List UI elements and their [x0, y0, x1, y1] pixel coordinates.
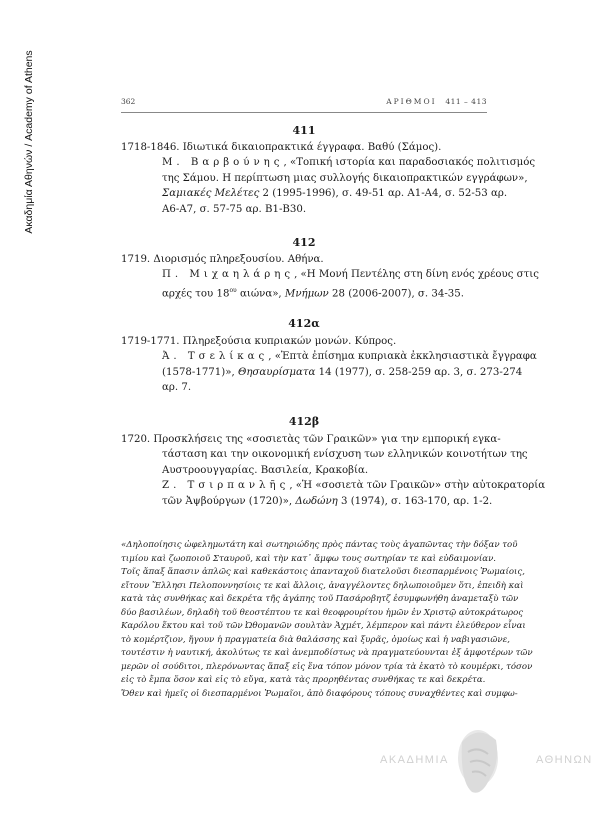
reference-line — [121, 155, 536, 170]
quote-line: δύο βασιλέων, δηλαδὴ τοῦ θεοστέπτου τε καὶ θεοφρουρίτου ἡμῶν ἐν Χριστῷ αὐτοκράτωρος — [121, 607, 524, 618]
archive-watermark — [22, 12, 36, 272]
quote-line: «Δηλοποίησις ὠφελημωτάτη καὶ σωτηριώδης πρὸς πάντας τοὺς ἀγαπῶντας τὴν δόξαν τοῦ — [121, 540, 518, 550]
journal-title: Θησαυρίσματα — [237, 366, 316, 378]
header-rule — [121, 112, 487, 113]
entry — [121, 140, 536, 217]
reference-text: 3 (1974), σ. 163-170, αρ. 1-2. — [337, 495, 493, 507]
reference-text: 28 (2006-2007), σ. 34-35. — [328, 288, 464, 300]
quote-line: εἴτουν Ἕλλησι Πελοποννησίοις τε καὶ ἄλλοις, ἀναγγέλοντες δηλωποιοῦμεν ὅτι, ἐπειδὴ καὶ — [121, 580, 524, 591]
reference-text: τῶν Ἀψβούργων (1720)», — [162, 495, 296, 507]
entry-line: 1719-1771. Πληρεξούσια κυπριακών μονών. Κύπρος. — [121, 336, 397, 347]
quote-line: Καρόλου ἕκτου καὶ τοῦ τῶν Ὠθομανῶν σουλτὰν Ἀχμέτ, λέμπερον καὶ πάντι ἐλεύθερον εἶναι — [121, 621, 526, 631]
reference-line — [121, 267, 539, 282]
quote-line: Τοῖς ἅπαξ ἅπασιν ἁπλῶς καὶ καθεκάστοις ἀπανταχοῦ διατελοῦσι διεσπαρμένοις Ῥωμαίοις, — [121, 567, 525, 577]
reference-line — [121, 365, 523, 380]
reference-author: Π. Μιχαηλάρης — [162, 269, 295, 281]
reference-line: της Σάμου. Η περίπτωση μιας συλλογής δικαιοπρακτικών εγγράφων», — [162, 172, 528, 184]
running-title-text: ΑΡΙΘΜΟΙ — [386, 97, 437, 106]
reference-text: , «Ἑπτὰ ἐπίσημα κυπριακὰ ἐκκλησιαστικὰ ἔγγραφα — [268, 351, 537, 363]
logo-text-right: ΑΘΗΝΩΝ — [536, 754, 593, 766]
quote-line: μερῶν οἱ σούδιτοι, πλερόνωντας ἅπαξ εἰς ἕνα τόπον μόνον τρία τὰ ἑκατὸ τὸ κουμέρκι, τόσον — [121, 661, 533, 672]
reference-line — [121, 494, 493, 509]
quote-line: τὸ κομέρτζιον, ἤγουν ἡ πραγματεία διὰ θαλάσσης καὶ ξυρᾶς, ὁμοίως καὶ ἡ ναβιγασιῶνε, — [121, 634, 510, 645]
reference-line — [121, 478, 546, 493]
entry-line: 1718-1846. Ιδιωτικά δικαιοπρακτικά έγγραφα. Βαθύ (Σάμος). — [121, 142, 442, 153]
entry — [121, 334, 537, 396]
quote-line: εἰς τὸ ἔμπα ὅσον καὶ εἰς τὸ εὔγα, κατὰ τὰς προρηθέντας συνθήκας τε καὶ δεκρέτα. — [121, 675, 486, 685]
entry-line: τάσταση και την οικονομική ενίσχυση των ελληνικών κοινοτήτων της — [162, 449, 528, 461]
reference-text: 2 (1995-1996), σ. 49-51 αρ. Α1-Α4, σ. 52-53 αρ. — [259, 188, 508, 200]
journal-title: Σαμιακές Μελέτες — [162, 188, 260, 200]
reference-text: , «Ἡ «σοσιετὰ τῶν Γραικῶν» στὴν αὐτοκρατορία — [289, 480, 546, 492]
reference-text: , «Τοπική ιστορία και παραδοσιακός πολιτισμός — [283, 157, 536, 169]
academy-logo-watermark — [380, 722, 593, 812]
reference-text: αρχές του 18 — [162, 288, 230, 300]
section-heading: 412β — [288, 415, 320, 428]
reference-text: 14 (1977), σ. 258-259 αρ. 3, σ. 273-274 — [315, 366, 523, 378]
entry-line: 1720. Προσκλήσεις της «σοσιετὰς τῶν Γραικῶν» για την εμπορική εγκα- — [121, 434, 501, 445]
running-title-range: 411 – 413 — [445, 97, 487, 106]
page-number: 362 — [121, 97, 136, 106]
entry-line: 1719. Διορισμός πληρεξουσίου. Αθήνα. — [121, 254, 324, 265]
running-title — [386, 97, 487, 106]
quote-line: τουτέστιν ἡ ναυτική, ἀκολύτως τε καὶ ἀνεμποδίστως νὰ πραγματεύουνται ἐξ ἀμφοτέρων τῶν — [121, 648, 533, 658]
reference-author: Μ. Βαρβούνης — [162, 157, 284, 169]
quote-line: Ὅθεν καὶ ἡμεῖς οἱ διεσπαρμένοι Ῥωμαῖοι, ἀπὸ διαφόρους τόπους συναχθέντες καὶ συμφω- — [121, 688, 518, 699]
quote-line: τιμίου καὶ ζωοποιοῦ Σταυροῦ, καὶ τὴν κατ᾽ ἄμφω τους σωτηρίαν τε καὶ εὐδαιμονίαν. — [121, 553, 497, 564]
entry — [121, 252, 539, 302]
reference-line — [121, 349, 537, 364]
reference-line — [121, 283, 487, 302]
reference-author: Ἀ. Τσελίκας — [162, 351, 269, 363]
section-heading: 412 — [292, 236, 316, 249]
athena-head-icon — [452, 722, 504, 800]
section-heading: 412α — [288, 317, 320, 330]
reference-line: Α6-Α7, σ. 57-75 αρ. Β1-Β30. — [162, 203, 307, 215]
reference-text: αιώνα», — [236, 288, 285, 300]
reference-text: , «Η Μονή Πεντέλης στη δίνη ενός χρέους στις — [294, 269, 539, 281]
reference-author: Ζ. Τσιρπανλῆς — [162, 480, 290, 492]
quoted-document — [121, 539, 533, 701]
logo-text-left: ΑΚΑΔΗΜΙΑ — [380, 754, 449, 766]
journal-title: Δωδώνη — [295, 495, 338, 507]
reference-line: αρ. 7. — [162, 382, 192, 394]
running-header — [121, 97, 487, 109]
quote-line: κατὰ τὰς συνθήκας καὶ δεκρέτα τῆς ἀγάπης τοῦ Πασάροβητζ ἐσυμφωνήθη ἀναμεταξὺ τῶν — [121, 594, 519, 604]
superscript: ου — [229, 286, 237, 294]
archive-watermark-text: Ακαδημία Αθηνών / Academy of Athens — [23, 50, 35, 234]
journal-title: Μνήμων — [284, 288, 329, 300]
reference-line — [121, 186, 508, 201]
entry — [121, 432, 546, 509]
reference-text: (1578-1771)», — [162, 366, 238, 378]
section-heading: 411 — [292, 124, 316, 137]
entry-line: Αυστροουγγαρίας. Βασιλεία, Κρακοβία. — [162, 464, 369, 476]
